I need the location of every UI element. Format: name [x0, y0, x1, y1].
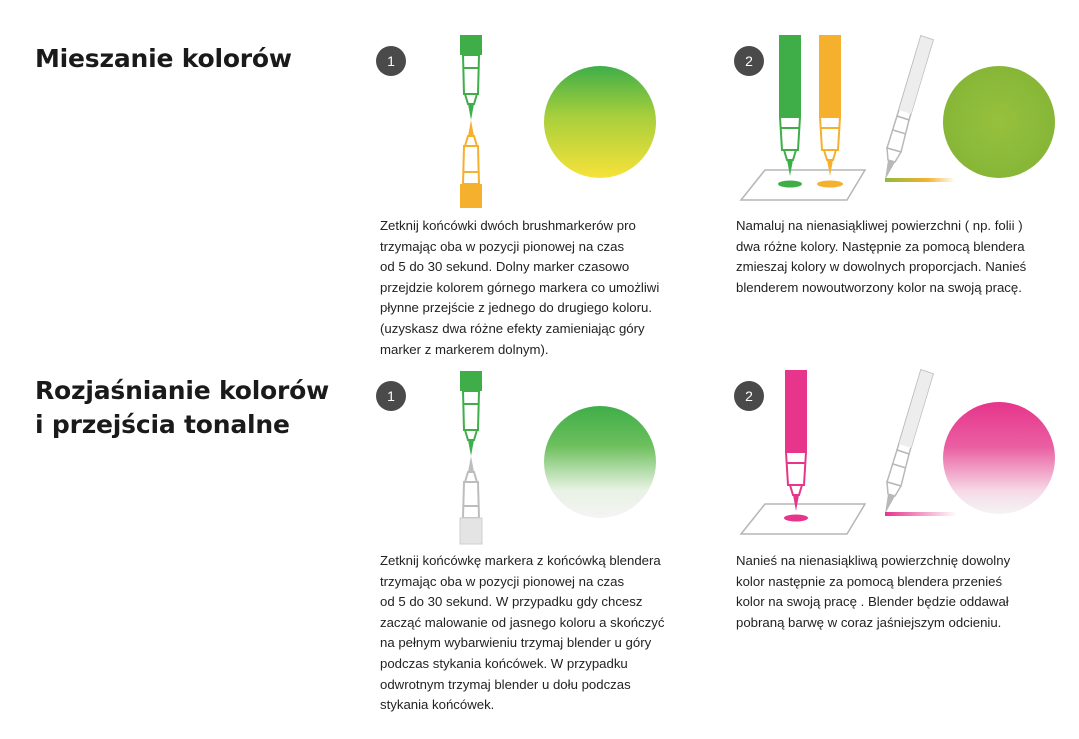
- description-line: podczas stykania końcówek. W przypadku: [380, 655, 628, 671]
- description-line: dwa różne kolory. Następnie za pomocą blendera: [736, 238, 1025, 254]
- blender-marker-icon: [460, 456, 482, 544]
- description-line: odwrotnym trzymaj blender u dołu podczas: [380, 676, 631, 692]
- marker-blender-touch-illustration: [440, 368, 680, 548]
- description-line: stykania końcówek.: [380, 697, 495, 713]
- section-title-mixing: [35, 42, 292, 76]
- description-line: Zetknij końcówki dwóch brushmarkerów pro: [380, 218, 636, 233]
- description-line: kolor na swoją pracę . Blender będzie oddawał: [736, 594, 1009, 610]
- foil-sheet-icon: [741, 170, 865, 200]
- description-line: pobraną barwę w coraz jaśniejszym odcieniu.: [736, 614, 1002, 630]
- foil-lightening-illustration: [735, 366, 1065, 546]
- description-line: od 5 do 30 sekund. Dolny marker czasowo: [380, 259, 630, 275]
- description-line: Nanieś na nienasiąkliwą powierzchnię dowolny: [736, 553, 1011, 568]
- description-line: Namaluj na nienasiąkliwej powierzchni ( np. folii ): [736, 218, 1023, 233]
- blender-marker-icon: [885, 370, 933, 514]
- step-description: [380, 216, 659, 360]
- blended-stroke: [885, 178, 955, 182]
- color-swatch-circle: [943, 66, 1055, 178]
- description-line: marker z markerem dolnym).: [380, 341, 549, 357]
- step-description: [736, 551, 1010, 633]
- color-swatch-circle: [544, 406, 656, 518]
- description-line: na pełnym wybarwieniu trzymaj blender u góry: [380, 635, 652, 651]
- marker-green-icon: [460, 371, 482, 456]
- step-number-badge: 1: [376, 381, 406, 411]
- blender-marker-icon: [885, 36, 933, 180]
- step-number-badge: 2: [734, 381, 764, 411]
- title-line: Rozjaśnianie kolorów: [35, 376, 330, 405]
- step-description: [380, 551, 664, 716]
- description-line: przejdzie kolorem górnego markera co umożliwi: [380, 279, 660, 295]
- marker-pink-icon: [784, 370, 808, 522]
- color-swatch-circle: [943, 402, 1055, 514]
- marker-touch-illustration: [440, 32, 680, 212]
- marker-green-icon: [460, 35, 482, 120]
- description-line: blenderem nowoutworzony kolor na swoją pracę.: [736, 279, 1022, 295]
- description-line: od 5 do 30 sekund. W przypadku gdy chcesz: [380, 594, 643, 610]
- color-swatch-circle: [544, 66, 656, 178]
- step-number-badge: 1: [376, 46, 406, 76]
- marker-yellow-icon: [817, 35, 843, 188]
- blended-stroke: [885, 512, 957, 516]
- title-line: Mieszanie kolorów: [35, 44, 292, 73]
- title-line: i przejścia tonalne: [35, 410, 290, 439]
- foil-mixing-illustration: [735, 32, 1065, 212]
- step-description: [736, 216, 1026, 298]
- description-line: zacząć malowanie od jasnego koloru a skończyć: [380, 614, 665, 630]
- description-line: (uzyskasz dwa różne efekty zamieniając góry: [380, 320, 645, 336]
- section-title-lightening: [35, 374, 329, 442]
- description-line: trzymając oba w pozycji pionowej na czas: [380, 573, 625, 589]
- description-line: trzymając oba w pozycji pionowej na czas: [380, 238, 625, 254]
- marker-yellow-icon: [460, 120, 482, 208]
- description-line: Zetknij końcówkę markera z końcówką blendera: [380, 553, 661, 568]
- step-number-badge: 2: [734, 46, 764, 76]
- description-line: zmieszaj kolory w dowolnych proporcjach. Nanieś: [736, 259, 1027, 275]
- marker-green-icon: [778, 35, 802, 188]
- description-line: kolor następnie za pomocą blendera przenieś: [736, 573, 1003, 589]
- description-line: płynne przejście z jednego do drugiego koloru.: [380, 300, 652, 316]
